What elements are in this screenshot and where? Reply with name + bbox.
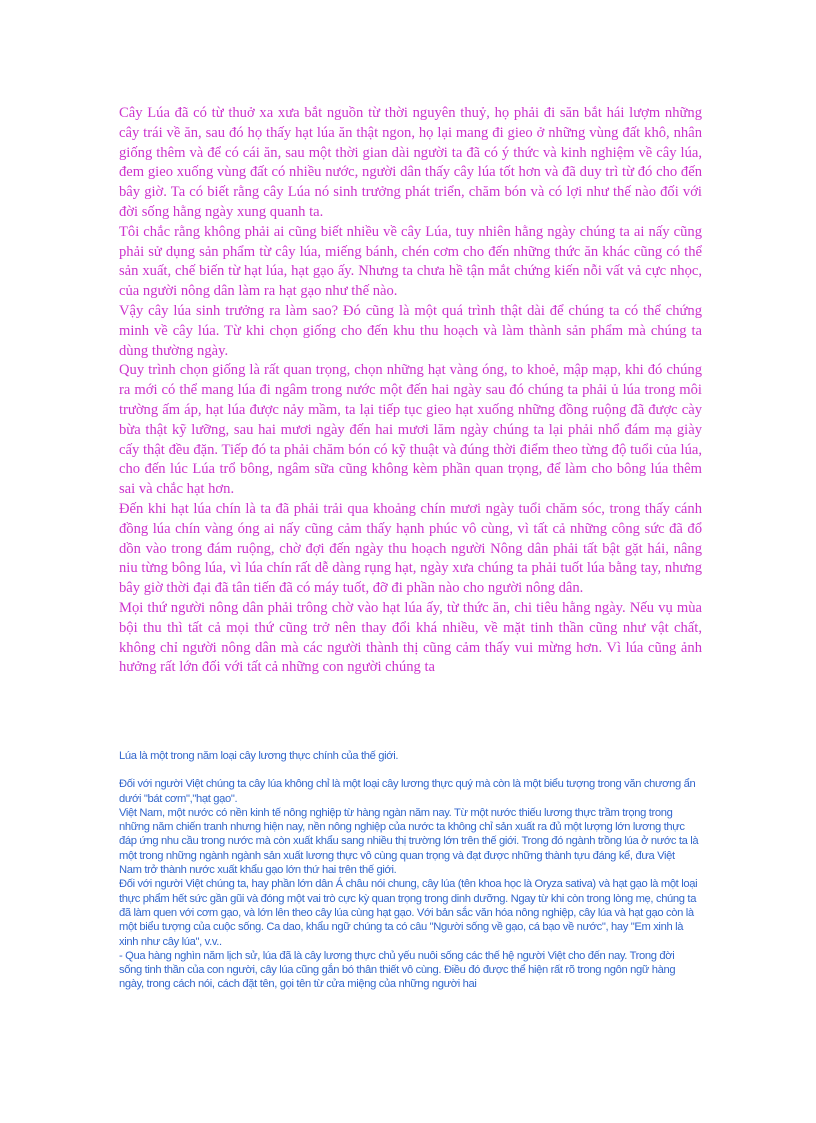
paragraph: Đối với người Việt chúng ta, hay phần lớn dân Á châu nói chung, cây lúa (tên khoa học là Oryza sativa) và hạt gạo là một loại thực phẩm hết sức gần gũi và đóng một vai trò cực kỳ quan trọng trong dinh dưỡng. Ngay từ khi còn trong lòng mẹ, chúng ta đã làm quen với cơm gạo, và lớn lên theo cây lúa cùng hạt gạo. Với bản sắc văn hóa nông nghiệp, cây lúa và hạt gạo còn là một biểu tượng của cuộc sống. Ca dao, khẩu ngữ chúng ta có câu "Người sống về gạo, cá bạo về nước", hay "Em xinh là xinh như cây lúa", v.v..	[119, 878, 698, 948]
paragraph: - Qua hàng nghìn năm lịch sử, lúa đã là cây lương thực chủ yếu nuôi sống các thế hệ người Việt cho đến nay. Trong đời sống tinh thần của con người, cây lúa cũng gắn bó thân thiết vô cùng. Điều đó được thể hiện rất rõ trong ngôn ngữ hàng ngày, trong cách nói, cách đặt tên, gọi tên từ cửa miệng của những người hai	[119, 949, 676, 991]
paragraph: Vậy cây lúa sinh trưởng ra làm sao? Đó cũng là một quá trình thật dài để chúng ta có thể chứng minh về cây lúa. Từ khi chọn giống cho đến khu thu hoạch và làm thành sản phẩm mà chúng ta dùng thường ngày.	[119, 302, 702, 359]
paragraph: Tôi chắc rằng không phải ai cũng biết nhiều về cây Lúa, tuy nhiên hằng ngày chúng ta ai nấy cũng phải sử dụng sản phẩm từ cây lúa, miếng bánh, chén cơm cho đến những thức ăn khác cũng có thể sản xuất, chế biến từ hạt lúa, hạt gạo ấy. Nhưng ta chưa hề tận mắt chứng kiến nỗi vất vả cực nhọc, của người nông dân làm ra hạt gạo như thế nào.	[119, 223, 702, 300]
paragraph: Đến khi hạt lúa chín là ta đã phải trải qua khoảng chín mươi ngày tuổi chăm sóc, trong thấy cánh đồng lúa chín vàng óng ai nấy cũng cảm thấy hạnh phúc vô cùng, vì tất cả những công sức đã đổ dồn vào trong đám ruộng, chờ đợi đến ngày thu hoạch người Nông dân phải tất bật gặt hái, nâng niu từng bông lúa, vì lúa chín rất dễ dàng rụng hạt, ngày xưa chúng ta phải tuốt lúa bằng tay, nhưng bây giờ thời đại đã tân tiến đã có máy tuốt, đỡ đi phần nào cho người nông dân.	[119, 500, 702, 597]
paragraph: Mọi thứ người nông dân phải trông chờ vào hạt lúa ấy, từ thức ăn, chi tiêu hằng ngày. Nếu vụ mùa bội thu thì tất cả mọi thứ cũng trở nên thay đổi khá nhiều, về mặt tinh thần cũng như vật chất, không chỉ người nông dân mà các người thành thị cũng cảm thấy vui mừng hơn. Vì lúa cũng ảnh hưởng rất lớn đối với tất cả những con người chúng ta	[119, 599, 702, 676]
paragraph: Cây Lúa đã có từ thuở xa xưa bắt nguồn từ thời nguyên thuỷ, họ phải đi săn bắt hái lượm những cây trái về ăn, sau đó họ thấy hạt lúa ăn thật ngon, họ lại mang đi gieo ở những vùng đất khô, nhân giống thêm và để có cái ăn, sau một thời gian dài người ta đã có ý thức và kinh nghiệm về cây lúa, đem gieo xuống vùng đất có nhiều nước, người dân thấy cây lúa tốt hơn và đã duy trì từ đó cho đến bây giờ. Ta có biết rằng cây Lúa nó sinh trưởng phát triển, chăm bón và có lợi như thế nào đối với đời sống hằng ngày xung quanh ta.	[119, 105, 702, 220]
paragraph: Đối với người Việt chúng ta cây lúa không chỉ là một loại cây lương thực quý mà còn là một biểu tượng trong văn chương ẩn dưới "bát cơm","hạt gạo".	[119, 778, 696, 805]
essay-section-rice-culture	[119, 749, 699, 992]
paragraph: Quy trình chọn giống là rất quan trọng, chọn những hạt vàng óng, to khoẻ, mập mạp, khi đó chúng ra mới có thể mang lúa đi ngâm trong nước một đến hai ngày sau đó chúng ta phải ủ lúa trong môi trường ấm áp, hạt lúa được nảy mầm, ta lại tiếp tục gieo hạt xuống những đồng ruộng đã được cày bừa thật kỹ lưỡng, sau hai mươi ngày đến hai mươi lăm ngày chúng ta lại phải nhổ đám mạ giày cấy thật đều đặn. Tiếp đó ta phải chăm bón có kỹ thuật và đúng thời điểm theo từng độ tuổi của lúa, cho đến lúc Lúa trổ bông, ngâm sữa cũng không kèm phần quan trọng, để làm cho bông lúa thêm sai và chắc hạt hơn.	[119, 362, 702, 498]
essay-section-rice-growing	[119, 104, 702, 678]
section-heading: Lúa là một trong năm loại cây lương thực chính của thế giới.	[119, 750, 399, 762]
paragraph: Việt Nam, một nước có nền kinh tế nông nghiệp từ hàng ngàn năm nay. Từ một nước thiếu lương thực trầm trọng trong những năm chiến tranh nhưng hiện nay, nền nông nghiệp của nước ta không chỉ sản xuất ra đủ một lượng lớn lương thực đáp ứng nhu cầu trong nước mà còn xuất khẩu sang nhiều thị trường lớn trên thế giới. Trong đó ngành trồng lúa ở nước ta là một trong những ngành ngành sản xuất lương thực vô cùng quan trọng và đạt được những thành tựu đáng kể, đưa Việt Nam trở thành nước xuất khẩu gạo lớn thứ hai trên thế giới.	[119, 806, 699, 877]
